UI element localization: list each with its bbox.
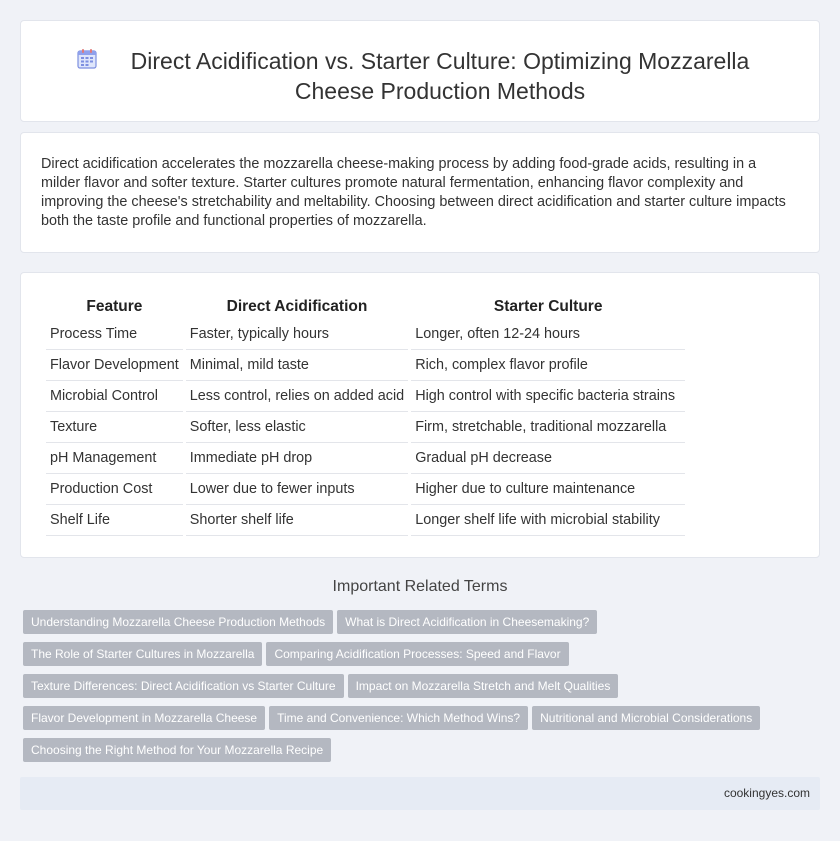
related-term-link[interactable]: Flavor Development in Mozzarella Cheese [23, 706, 265, 730]
column-header: Direct Acidification [226, 298, 368, 315]
comparison-card [20, 272, 820, 558]
table-cell: Shelf Life [46, 505, 183, 536]
intro-card [20, 132, 820, 253]
table-row [46, 443, 685, 474]
table-header-row [46, 295, 685, 319]
table-row [46, 350, 685, 381]
related-term-link[interactable]: The Role of Starter Cultures in Mozzarella [23, 642, 262, 666]
header-card [20, 20, 820, 122]
page-title: Direct Acidification vs. Starter Culture: Optimizing Mozzarella Cheese Production Methods [130, 48, 750, 104]
table-cell: Faster, typically hours [186, 319, 408, 350]
footer [20, 777, 820, 810]
table-row [46, 319, 685, 350]
related-term-link[interactable]: Time and Convenience: Which Method Wins? [269, 706, 528, 730]
table-cell: Softer, less elastic [186, 412, 408, 443]
table-cell: Longer, often 12-24 hours [411, 319, 685, 350]
table-cell: Flavor Development [46, 350, 183, 381]
related-term-link[interactable]: What is Direct Acidification in Cheesemaking? [337, 610, 597, 634]
related-term-link[interactable]: Choosing the Right Method for Your Mozzarella Recipe [23, 738, 331, 762]
table-cell: Immediate pH drop [186, 443, 408, 474]
related-term-link[interactable]: Nutritional and Microbial Considerations [532, 706, 760, 730]
table-cell: Firm, stretchable, traditional mozzarella [411, 412, 685, 443]
table-cell: Gradual pH decrease [411, 443, 685, 474]
table-row [46, 381, 685, 412]
table-cell: Process Time [46, 319, 183, 350]
table-cell: Higher due to culture maintenance [411, 474, 685, 505]
table-row [46, 474, 685, 505]
related-term-link[interactable]: Impact on Mozzarella Stretch and Melt Qualities [348, 674, 619, 698]
comparison-table [43, 295, 688, 536]
related-term-link[interactable]: Understanding Mozzarella Cheese Production Methods [23, 610, 333, 634]
table-cell: Microbial Control [46, 381, 183, 412]
column-header: Starter Culture [493, 298, 603, 315]
related-term-link[interactable]: Texture Differences: Direct Acidification vs Starter Culture [23, 674, 344, 698]
table-cell: Less control, relies on added acid [186, 381, 408, 412]
table-cell: Texture [46, 412, 183, 443]
intro-paragraph: Direct acidification accelerates the mozzarella cheese-making process by adding food-grade acids, resulting in a milder flavor and softer texture. Starter cultures promote natural fermentation, enhancing flavor complexity and improving the cheese's stretchability and meltability. Choosing between direct acidification and starter culture impacts both the taste profile and functional properties of mozzarella. [41, 156, 786, 229]
table-cell: Shorter shelf life [186, 505, 408, 536]
table-row [46, 505, 685, 536]
table-cell: pH Management [46, 443, 183, 474]
table-cell: High control with specific bacteria strains [411, 381, 685, 412]
table-cell: Production Cost [46, 474, 183, 505]
related-terms-list [23, 610, 803, 770]
table-cell: Lower due to fewer inputs [186, 474, 408, 505]
related-term-link[interactable]: Comparing Acidification Processes: Speed and Flavor [266, 642, 568, 666]
footer-site-link[interactable]: cookingyes.com [723, 786, 810, 800]
related-terms-heading: Important Related Terms [332, 578, 508, 595]
column-header: Feature [86, 298, 143, 315]
table-cell: Minimal, mild taste [186, 350, 408, 381]
table-cell: Longer shelf life with microbial stability [411, 505, 685, 536]
table-cell: Rich, complex flavor profile [411, 350, 685, 381]
table-row [46, 412, 685, 443]
